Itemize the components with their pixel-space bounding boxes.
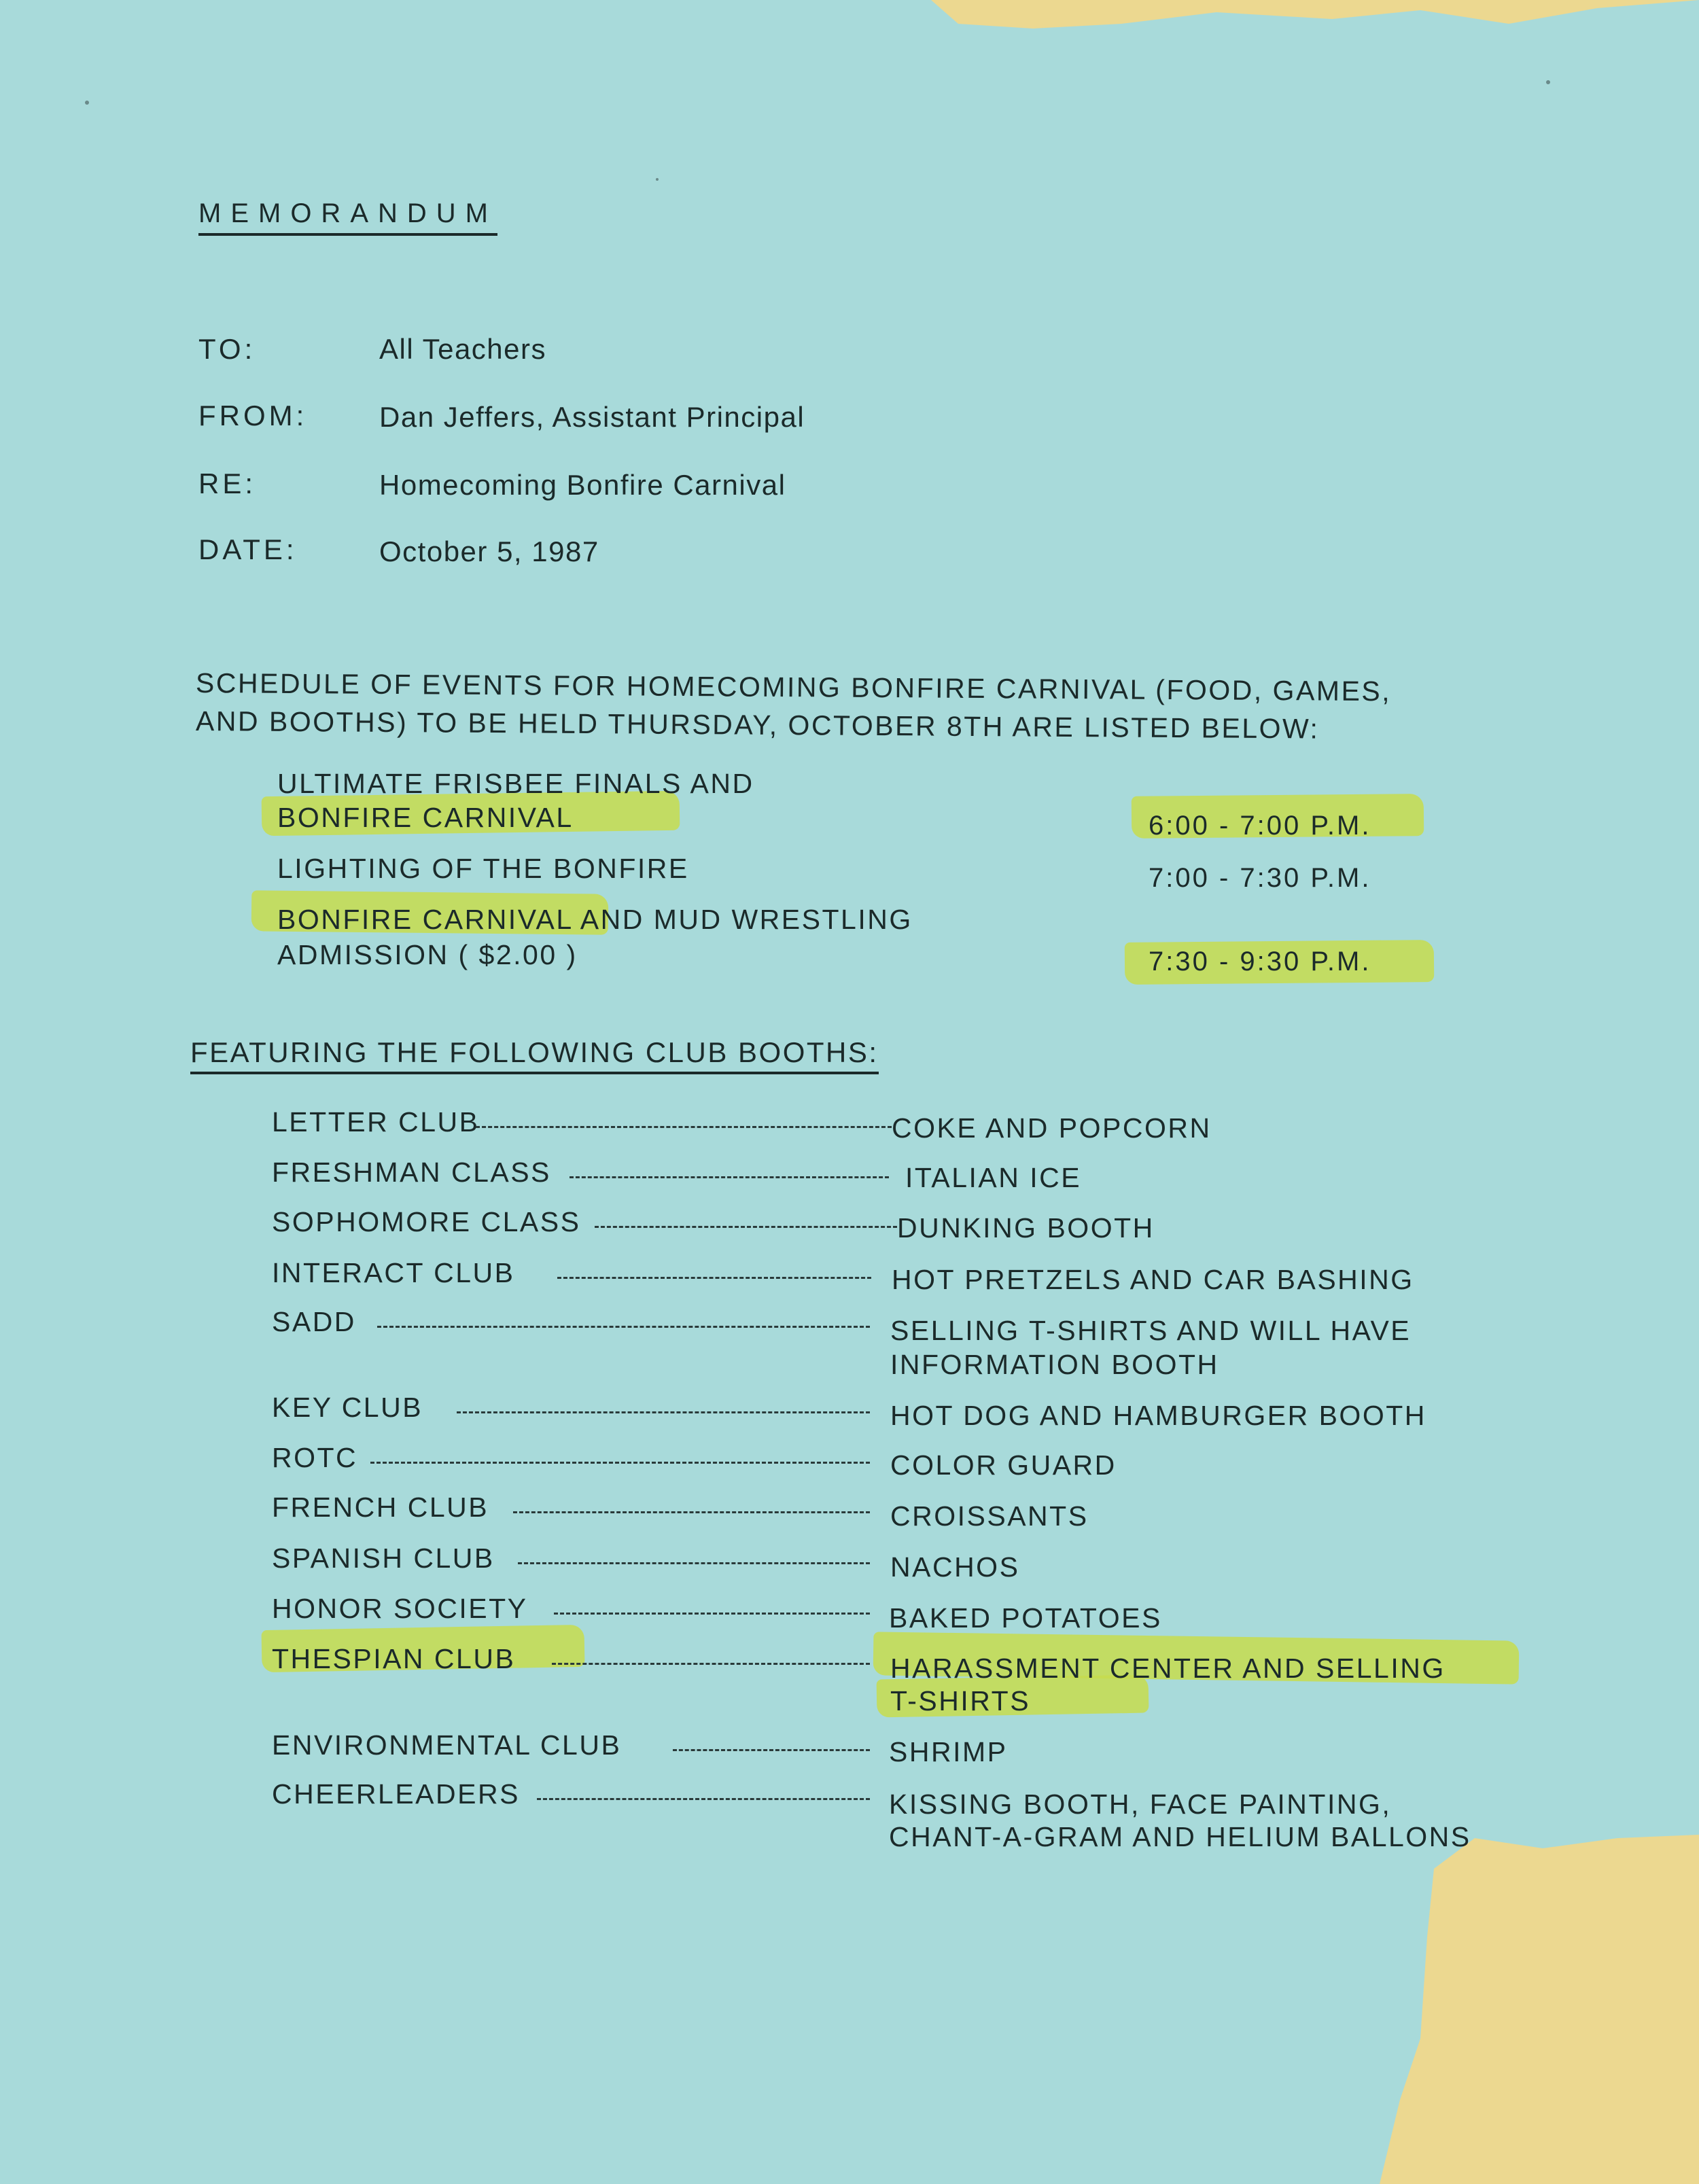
paper-speck <box>85 101 89 105</box>
booth-activity: ITALIAN ICE <box>905 1162 1082 1193</box>
booth-club: CHEERLEADERS <box>272 1778 520 1810</box>
booth-activity: KISSING BOOTH, FACE PAINTING, <box>889 1789 1392 1820</box>
booth-activity: COLOR GUARD <box>890 1449 1117 1481</box>
booth-club: HONOR SOCIETY <box>272 1593 528 1624</box>
booth-club: FRENCH CLUB <box>272 1492 489 1523</box>
memo-title: MEMORANDUM <box>198 198 497 236</box>
event-3-line-1: BONFIRE CARNIVAL AND MUD WRESTLING <box>277 904 913 935</box>
booth-club: KEY CLUB <box>272 1392 423 1423</box>
leader-dashes <box>595 1226 897 1228</box>
from-label: FROM: <box>198 400 308 431</box>
leader-dashes <box>537 1798 870 1800</box>
booth-activity: CROISSANTS <box>890 1500 1089 1532</box>
booth-club: THESPIAN CLUB <box>272 1643 516 1674</box>
paper-speck <box>1546 80 1550 84</box>
booth-activity: SELLING T-SHIRTS AND WILL HAVE <box>890 1315 1412 1346</box>
date-label: DATE: <box>198 533 298 565</box>
event-1-line-2: BONFIRE CARNIVAL <box>277 802 574 833</box>
booth-activity: HOT DOG AND HAMBURGER BOOTH <box>890 1400 1426 1431</box>
leader-dashes <box>476 1126 892 1128</box>
booth-club: ROTC <box>272 1442 358 1473</box>
booth-activity: BAKED POTATOES <box>889 1602 1162 1634</box>
booth-activity: HOT PRETZELS AND CAR BASHING <box>892 1264 1414 1295</box>
leader-dashes <box>673 1749 870 1751</box>
leader-dashes <box>513 1511 870 1513</box>
event-3-time: 7:30 - 9:30 P.M. <box>1149 947 1371 976</box>
booth-activity: DUNKING BOOTH <box>897 1212 1155 1244</box>
event-1-line-1: ULTIMATE FRISBEE FINALS AND <box>277 768 754 799</box>
schedule-intro-line-1: SCHEDULE OF EVENTS FOR HOMECOMING BONFIRE CARNIVAL (FOOD, GAMES, <box>195 667 1392 707</box>
event-2-time: 7:00 - 7:30 P.M. <box>1149 863 1371 893</box>
event-1-time: 6:00 - 7:00 P.M. <box>1149 811 1371 841</box>
booth-club: ENVIRONMENTAL CLUB <box>272 1729 622 1761</box>
booth-club: INTERACT CLUB <box>272 1257 515 1288</box>
to-label: TO: <box>198 333 256 365</box>
booth-activity: COKE AND POPCORN <box>892 1112 1212 1144</box>
booth-activity-continued: CHANT-A-GRAM AND HELIUM BALLONS <box>889 1821 1471 1852</box>
booth-club: LETTER CLUB <box>272 1106 480 1138</box>
booth-club: SPANISH CLUB <box>272 1543 495 1574</box>
to-value: All Teachers <box>379 333 547 365</box>
leader-dashes <box>552 1663 870 1665</box>
booth-activity: HARASSMENT CENTER AND SELLING <box>890 1653 1446 1684</box>
booth-activity-continued: INFORMATION BOOTH <box>890 1349 1219 1380</box>
schedule-intro-line-2: AND BOOTHS) TO BE HELD THURSDAY, OCTOBER 8TH ARE LISTED BELOW: <box>195 705 1320 745</box>
re-value: Homecoming Bonfire Carnival <box>379 469 786 501</box>
leader-dashes <box>557 1277 871 1279</box>
booth-club: FRESHMAN CLASS <box>272 1157 551 1188</box>
from-value: Dan Jeffers, Assistant Principal <box>379 401 805 433</box>
date-value: October 5, 1987 <box>379 535 599 567</box>
leader-dashes <box>518 1562 870 1564</box>
event-2-line-1: LIGHTING OF THE BONFIRE <box>277 853 689 884</box>
booth-activity: NACHOS <box>890 1551 1020 1583</box>
re-label: RE: <box>198 468 257 499</box>
leader-dashes <box>554 1613 870 1615</box>
paper-speck <box>656 178 659 181</box>
booths-heading: FEATURING THE FOLLOWING CLUB BOOTHS: <box>190 1036 879 1074</box>
event-3-line-2: ADMISSION ( $2.00 ) <box>277 939 578 970</box>
booth-activity: SHRIMP <box>889 1736 1008 1767</box>
leader-dashes <box>370 1462 870 1464</box>
leader-dashes <box>377 1326 870 1328</box>
booth-club: SOPHOMORE CLASS <box>272 1206 581 1237</box>
leader-dashes <box>457 1411 870 1413</box>
booth-activity-continued: T-SHIRTS <box>890 1685 1031 1716</box>
leader-dashes <box>570 1176 889 1178</box>
booth-club: SADD <box>272 1306 356 1337</box>
